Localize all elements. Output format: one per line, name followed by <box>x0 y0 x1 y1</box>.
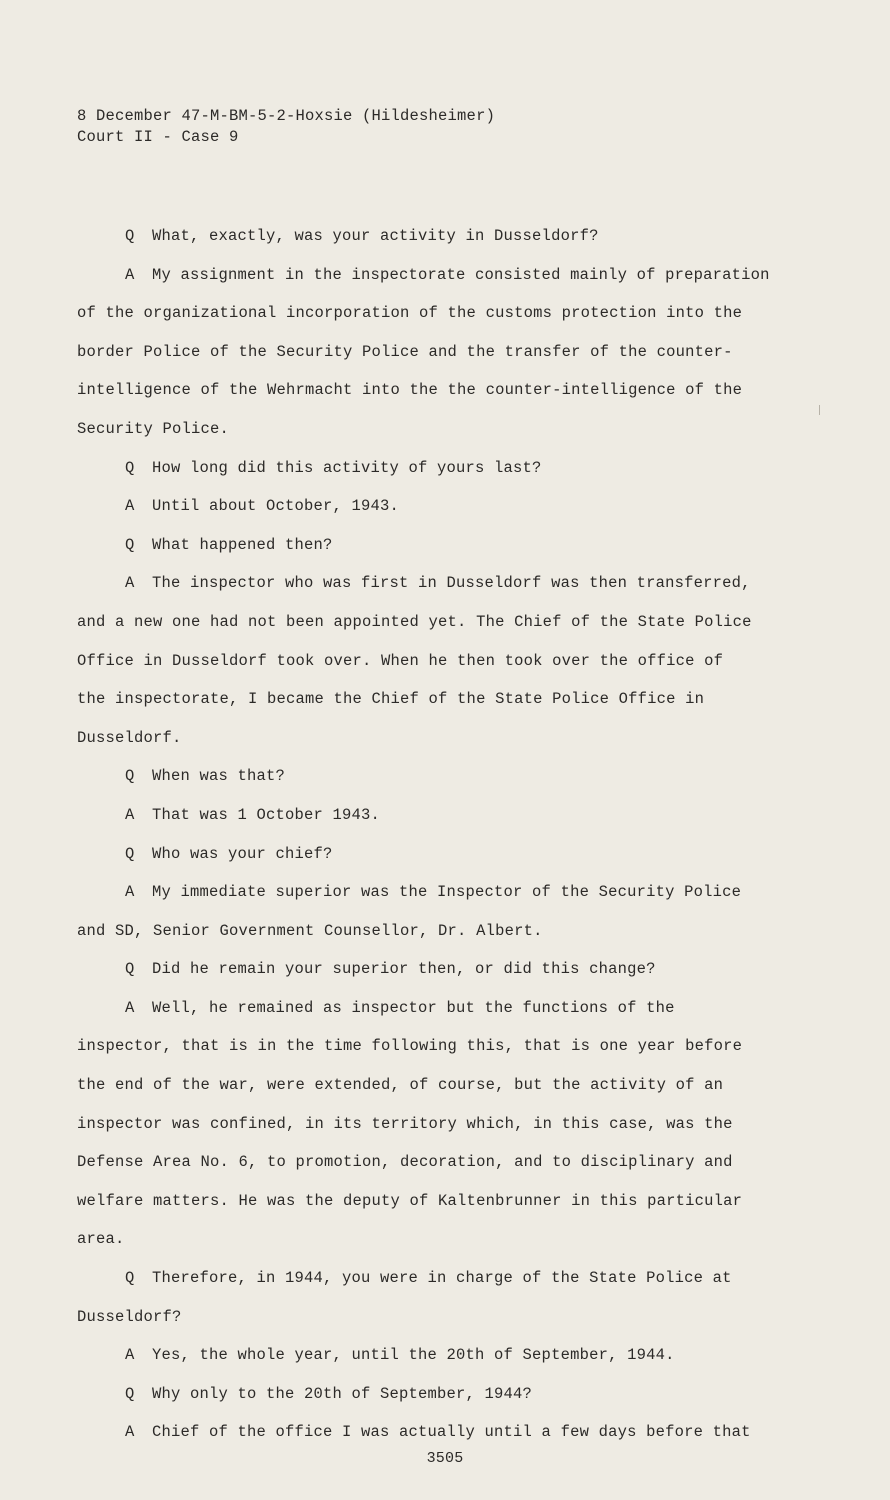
continuation-line <box>77 339 817 378</box>
line-text: Until about October, 1943. <box>152 497 400 516</box>
continuation-line <box>77 1111 817 1150</box>
continuation-line <box>77 1226 817 1265</box>
answer-line <box>77 1342 817 1381</box>
line-text: Office in Dusseldorf took over. When he then took over the office of <box>77 651 724 670</box>
line-text: What happened then? <box>152 535 333 554</box>
header-date-reference: 8 December 47-M-BM-5-2-Hoxsie (Hildesheimer) <box>77 107 496 125</box>
answer-line <box>77 570 817 609</box>
continuation-line <box>77 1033 817 1072</box>
line-text: of the organizational incorporation of the customs protection into the <box>77 304 743 323</box>
question-marker: Q <box>125 1269 135 1288</box>
question-line <box>77 841 817 880</box>
line-text: inspector, that is in the time following this, that is one year before <box>77 1037 743 1056</box>
line-text: What, exactly, was your activity in Dusseldorf? <box>152 227 599 245</box>
continuation-line <box>77 416 817 455</box>
answer-marker: A <box>125 1346 135 1365</box>
continuation-line <box>77 609 817 648</box>
paper-mark <box>819 405 820 415</box>
answer-marker: A <box>125 883 135 902</box>
question-marker: Q <box>125 844 135 863</box>
answer-line <box>77 262 817 301</box>
answer-marker: A <box>125 805 135 824</box>
line-text: Did he remain your superior then, or did this change? <box>152 960 656 979</box>
line-text: welfare matters. He was the deputy of Kaltenbrunner in this particular <box>77 1191 743 1210</box>
question-line <box>77 1381 817 1420</box>
line-text: Well, he remained as inspector but the functions of the <box>152 998 675 1017</box>
answer-marker: A <box>125 1423 135 1442</box>
question-line <box>77 455 817 494</box>
line-text: Yes, the whole year, until the 20th of September, 1944. <box>152 1346 675 1365</box>
answer-marker: A <box>125 265 135 284</box>
line-text: border Police of the Security Police and the transfer of the counter- <box>77 342 733 361</box>
line-text: Security Police. <box>77 419 230 438</box>
question-marker: Q <box>125 535 135 554</box>
continuation-line <box>77 377 817 416</box>
answer-line <box>77 879 817 918</box>
line-text: intelligence of the Wehrmacht into the the counter-intelligence of the <box>77 381 743 400</box>
question-line <box>77 223 817 262</box>
continuation-line <box>77 300 817 339</box>
answer-line <box>77 995 817 1034</box>
line-text: Chief of the office I was actually until a few days before that <box>152 1423 751 1442</box>
question-marker: Q <box>125 960 135 979</box>
question-line <box>77 956 817 995</box>
header-court-case: Court II - Case 9 <box>77 128 239 146</box>
question-line <box>77 1265 817 1304</box>
line-text: Dusseldorf? <box>77 1307 182 1326</box>
continuation-line <box>77 1304 817 1343</box>
page-number: 3505 <box>426 1450 464 1467</box>
continuation-line <box>77 1149 817 1188</box>
question-line <box>77 532 817 571</box>
continuation-line <box>77 725 817 764</box>
continuation-line <box>77 918 817 957</box>
answer-marker: A <box>125 497 135 516</box>
continuation-line <box>77 1188 817 1227</box>
line-text: Defense Area No. 6, to promotion, decoration, and to disciplinary and <box>77 1153 733 1172</box>
line-text: Why only to the 20th of September, 1944? <box>152 1384 533 1403</box>
line-text: Who was your chief? <box>152 844 333 863</box>
line-text: Dusseldorf. <box>77 728 182 747</box>
continuation-line <box>77 686 817 725</box>
line-text: the end of the war, were extended, of course, but the activity of an <box>77 1076 724 1095</box>
answer-marker: A <box>125 998 135 1017</box>
question-marker: Q <box>125 458 135 477</box>
line-text: My assignment in the inspectorate consisted mainly of preparation <box>152 265 770 284</box>
line-text: and a new one had not been appointed yet. The Chief of the State Police <box>77 612 752 631</box>
line-text: That was 1 October 1943. <box>152 805 381 824</box>
line-text: The inspector who was first in Dusseldorf was then transferred, <box>152 574 751 593</box>
line-text: inspector was confined, in its territory which, in this case, was the <box>77 1114 733 1133</box>
line-text: My immediate superior was the Inspector of the Security Police <box>152 883 742 902</box>
line-text: How long did this activity of yours last? <box>152 458 542 477</box>
question-marker: Q <box>125 1384 135 1403</box>
continuation-line <box>77 648 817 687</box>
line-text: Therefore, in 1944, you were in charge of the State Police at <box>152 1269 732 1288</box>
transcript-body <box>77 223 817 1458</box>
question-marker: Q <box>125 227 135 245</box>
question-marker: Q <box>125 767 135 786</box>
line-text: and SD, Senior Government Counsellor, Dr. Albert. <box>77 921 543 940</box>
line-text: area. <box>77 1230 125 1249</box>
answer-line <box>77 802 817 841</box>
answer-marker: A <box>125 574 135 593</box>
question-line <box>77 763 817 802</box>
continuation-line <box>77 1072 817 1111</box>
line-text: When was that? <box>152 767 286 786</box>
line-text: the inspectorate, I became the Chief of the State Police Office in <box>77 690 705 709</box>
document-header <box>77 106 495 148</box>
answer-line <box>77 493 817 532</box>
